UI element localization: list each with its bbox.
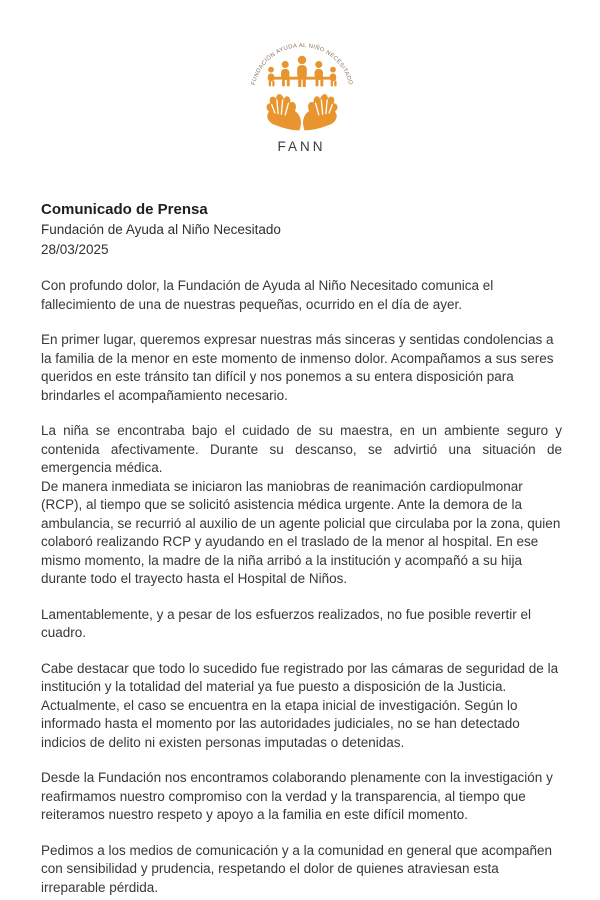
paragraph-outcome: Lamentablemente, y a pesar de los esfuerzos realizados, no fue posible revertir el cuadro. [41,606,532,640]
document-header [41,200,562,260]
fann-logo [41,0,562,154]
paragraph-media-request: Pedimos a los medios de comunicación y a la comunidad en general que acompañen con sensibilidad y prudencia, respetando el dolor de quienes atraviesan esta irreparable pérdida. [41,842,553,895]
logo-arc-text: FUNDACIÓN AYUDA AL NIÑO NECESITADO [250,43,353,86]
paragraph-announcement: Con profundo dolor, la Fundación de Ayuda al Niño Necesitado comunica el fallecimiento de una de nuestras pequeñas, ocurrido en el día de ayer. [41,278,494,312]
organization-name: Fundación de Ayuda al Niño Necesitado [41,222,281,237]
paragraph-incident: La niña se encontraba bajo el cuidado de su maestra, en un ambiente seguro y contenida afectivamente. Durante su descanso, se advirtió una situación de emergencia médica. [41,423,562,475]
document-title: Comunicado de Prensa [41,201,208,218]
logo-family-figures [266,56,337,131]
logo-acronym: FANN [277,139,326,154]
paragraph-response: De manera inmediata se iniciaron las maniobras de reanimación cardiopulmonar (RCP), al tiempo que se solicitó asistencia médica urgente. Ante la demora de la ambulancia, se recurrió al auxilio de un agente policial que circulaba por la zona, quien colaboró realizando RCP y ayudando en el traslado de la menor al hospital. En ese mismo momento, la madre de la niña arribó a la institución y acompañó a su hija durante todo el trayecto hasta el Hospital de Niños. [41,478,561,586]
left-hand-icon [266,94,301,130]
paragraph-investigation: Cabe destacar que todo lo sucedido fue registrado por las cámaras de seguridad de la institución y la totalidad del material ya fue puesto a disposición de la Justicia. Actualmente, el caso se encuentra en la etapa inicial de investigación. Según lo informado hasta el momento por las autoridades judiciales, no se han detectado indicios de delito ni existen personas imputadas o detenidas. [41,660,559,750]
document-date: 28/03/2025 [41,242,109,257]
fann-hands-family-icon [231,36,373,133]
paragraph-condolences: En primer lugar, queremos expresar nuestras más sinceras y sentidas condolencias a la familia de la menor en este momento de inmenso dolor. Acompañamos a sus seres queridos en este tránsito tan difícil y nos ponemos a su entera disposición para brindarles el acompañamiento necesario. [41,332,554,403]
right-hand-icon [303,94,338,130]
paragraph-commitment: Desde la Fundación nos encontramos colaborando plenamente con la investigación y reafirmamos nuestro compromiso con la verdad y la transparencia, al tiempo que reiteramos nuestro respeto y apoyo a la familia en este difícil momento. [41,770,553,822]
press-release-body [41,277,562,897]
